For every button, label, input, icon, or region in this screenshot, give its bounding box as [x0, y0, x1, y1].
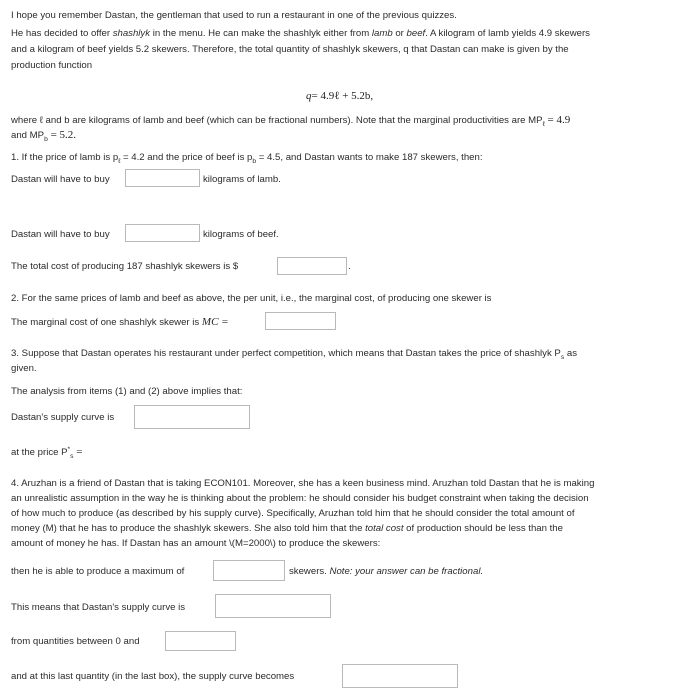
q4-range-label: from quantities between 0 and [11, 636, 140, 647]
intro-line-3: and a kilogram of beef yields 5.2 skewers. Therefore, the total quantity of shashlyk skewers, q that Dastan can make is given by the [11, 44, 569, 55]
final-supply-input[interactable] [342, 664, 458, 688]
q4-line-3: of how much to produce (as described by his supply curve). Specifically, Aruzhan told him that he should consider the total amount of [11, 508, 575, 519]
max-skewers-input[interactable] [213, 560, 285, 581]
q4-emph-total-cost: total cost [365, 523, 404, 534]
q1-text: 1. If the price of lamb is p [11, 152, 119, 163]
q1-lamb-label: Dastan will have to buy [11, 174, 110, 185]
marginal-sub: ℓ [542, 120, 545, 128]
q4-line-5: amount of money he has. If Dastan has an amount \(M=2000\) to produce the skewers: [11, 538, 381, 549]
q4-last-label: and at this last quantity (in the last box), the supply curve becomes [11, 671, 295, 682]
q3-text: 3. Suppose that Dastan operates his restaurant under perfect competition, which means that Dastan takes the price of shashlyk P [11, 348, 561, 359]
q1-cost-period: . [348, 261, 351, 272]
intro-text: in the menu. He can make the shashlyk either from [150, 28, 372, 39]
q4-max-label: then he is able to produce a maximum of [11, 566, 185, 577]
marginal-sub: b [44, 135, 48, 143]
lamb-kg-input[interactable] [125, 169, 200, 187]
q2-text: The marginal cost of one shashlyk skewer is [11, 317, 202, 328]
q1-beef-unit: kilograms of beef. [203, 229, 279, 240]
intro-line-1: I hope you remember Dastan, the gentleman that used to run a restaurant in one of the previous quizzes. [11, 10, 457, 21]
q4-line-1: 4. Aruzhan is a friend of Dastan that is taking ECON101. Moreover, she has a keen business mind. Aruzhan told Dastan that he is making [11, 478, 595, 489]
q1-sub: b [252, 157, 257, 165]
q3-prompt-2: given. [11, 363, 37, 374]
beef-kg-input[interactable] [125, 224, 200, 242]
quantity-upper-input[interactable] [165, 631, 236, 651]
q4-note: Note: your answer can be fractional. [329, 566, 484, 577]
q1-text: = 4.5, and Dastan wants to make 187 skewers, then: [256, 152, 483, 163]
supply-curve-input[interactable] [134, 405, 250, 429]
q3-analysis: The analysis from items (1) and (2) above implies that: [11, 386, 243, 397]
q3-price-label [11, 446, 82, 459]
intro-emph-lamb: lamb [371, 28, 393, 39]
q4-supply-label: This means that Dastan's supply curve is [11, 602, 186, 613]
q2-mc-label [11, 316, 229, 329]
q4-text: skewers. [289, 566, 330, 577]
intro-emph-shashlyk: shashlyk [112, 28, 151, 39]
q3-sub: s [560, 353, 565, 361]
production-function [306, 90, 373, 103]
q1-text: = 4.2 and the price of beef is p [120, 152, 253, 163]
q1-prompt [11, 151, 483, 164]
marginal-cost-input[interactable] [265, 312, 336, 330]
marginal-text: and MP [11, 130, 45, 141]
intro-emph-beef: beef [406, 28, 426, 39]
q4-line-4 [11, 522, 563, 535]
q2-prompt: 2. For the same prices of lamb and beef as above, the per unit, i.e., the marginal cost, of producing one skewer is [11, 293, 492, 304]
total-cost-input[interactable] [277, 257, 347, 275]
q1-lamb-unit: kilograms of lamb. [203, 174, 281, 185]
marginal-line-2 [11, 129, 76, 142]
intro-text: He has decided to offer [11, 28, 113, 39]
marginal-value: = 5.2. [47, 129, 77, 141]
mc-symbol: MC = [201, 316, 229, 328]
q4-text: of production should be less than the [403, 523, 563, 534]
intro-text: or [392, 28, 407, 39]
price-sub: s [70, 452, 74, 460]
intro-text: . A kilogram of lamb yields 4.9 skewers [425, 28, 590, 39]
equation-lhs: q [306, 90, 312, 102]
q3-supply-label: Dastan's supply curve is [11, 412, 115, 423]
q3-prompt [11, 347, 577, 360]
intro-line-4: production function [11, 60, 93, 71]
equation-rhs: = 4.9ℓ + 5.2b, [311, 90, 374, 102]
q4-max-unit [289, 565, 483, 578]
marginal-value: = 4.9 [544, 114, 571, 126]
price-equals: = [73, 446, 83, 458]
q3-text: at the price P [11, 447, 68, 458]
budget-supply-curve-input[interactable] [215, 594, 331, 618]
q1-cost-label: The total cost of producing 187 shashlyk skewers is $ [11, 261, 239, 272]
q4-line-2: an unrealistic assumption in the way he is thinking about the problem: he should consider his budget constraint when taking the decision [11, 493, 589, 504]
price-star: * [67, 445, 71, 453]
marginal-line-1 [11, 114, 570, 127]
q4-text: money (M) that he has to produce the shashlyk skewers. She also told him that the [11, 523, 366, 534]
marginal-text: where ℓ and b are kilograms of lamb and beef (which can be fractional numbers). Note that the marginal productivities are MP [11, 115, 543, 126]
q1-beef-label: Dastan will have to buy [11, 229, 110, 240]
q3-text: as [564, 348, 577, 359]
q1-sub: ℓ [118, 157, 121, 165]
intro-line-2 [11, 27, 590, 40]
